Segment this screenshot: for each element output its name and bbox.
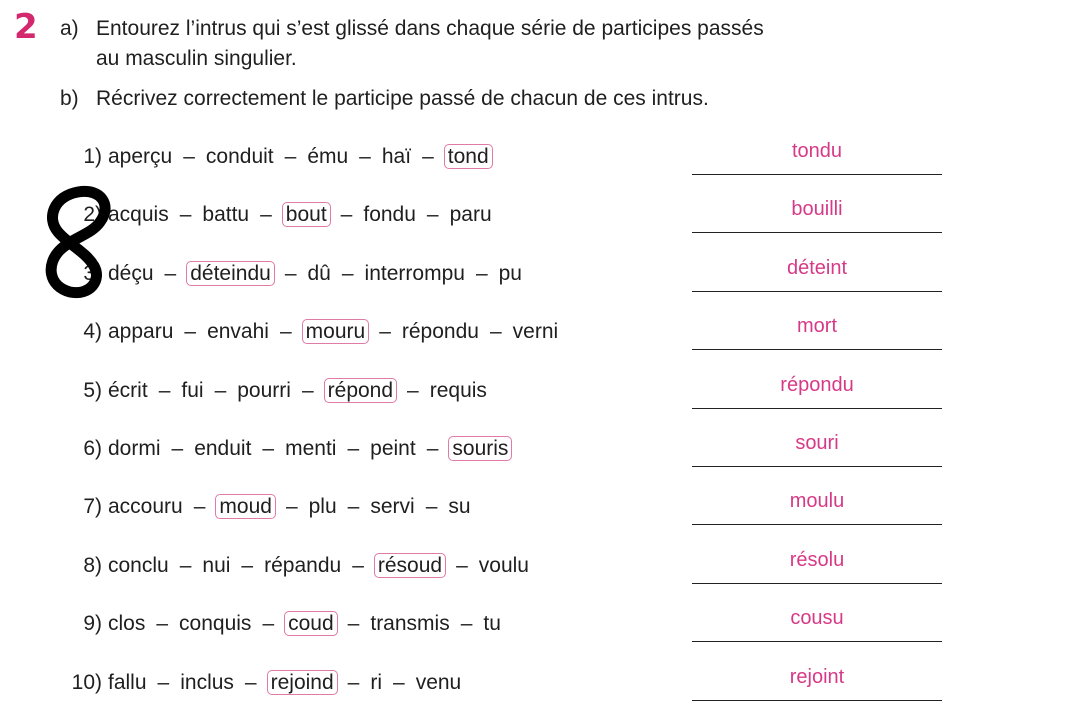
dash-separator: – [460,612,473,636]
dash-separator: – [156,612,169,636]
participle-word: conduit [205,145,274,168]
dash-separator: – [285,495,298,519]
dash-separator: – [284,261,297,285]
intrus-word-circled: déteindu [186,261,275,286]
handwritten-eight-mark [30,180,120,310]
dash-separator: – [489,320,502,344]
instruction-a-line1 [60,18,764,39]
intrus-word-circled: tond [444,144,493,169]
answer-underline [692,524,942,525]
answer-underline [692,408,942,409]
participle-series [108,379,487,403]
participle-word: apparu [108,320,174,344]
dash-separator: – [347,670,360,694]
participle-series [108,437,511,461]
participle-word: nui [202,553,231,577]
intrus-word-circled: coud [284,611,338,636]
corrected-participle: cousu [790,607,844,630]
corrected-participle: tondu [791,140,843,162]
participle-word: haï [381,145,412,168]
participle-word: verni [512,320,559,344]
participle-series [108,554,529,578]
participle-word: transmis [370,612,450,636]
participle-word: enduit [194,437,252,460]
intrus-word-circled: résoud [374,553,446,578]
participle-word: fui [181,378,204,402]
dash-separator: – [456,553,468,577]
participle-word: dormi [108,437,161,460]
exercise-item [0,664,1066,704]
instruction-text: au masculin singulier. [96,47,297,70]
participle-word: conquis [179,612,252,636]
instruction-letter: b) [60,87,79,110]
dash-separator: – [179,203,192,227]
participle-word: pourri [237,378,291,402]
participle-word: ri [370,670,383,694]
corrected-participle: mort [797,315,837,338]
participle-word: conclu [108,553,169,577]
participle-series [108,671,461,695]
corrected-participle: bouilli [791,198,843,221]
item-number: 10) [71,670,102,694]
participle-word: menti [285,437,337,460]
corrected-participle: répondu [780,373,854,396]
intrus-word-circled: bout [282,202,331,227]
participle-word: écrit [108,378,148,402]
participle-word: interrompu [364,261,465,285]
dash-separator: – [244,670,257,694]
item-number: 2) [83,203,102,227]
participle-word: requis [429,378,487,402]
participle-word: déçu [108,261,154,285]
item-number: 1) [83,145,102,168]
intrus-word-circled: moud [215,494,276,519]
dash-separator: – [164,261,177,285]
participle-word: battu [202,203,250,227]
item-number: 8) [83,553,102,577]
dash-separator: – [193,495,206,519]
dash-separator: – [284,145,297,168]
corrected-participle: souri [795,432,839,454]
participle-word: ému [307,145,349,168]
exercise-item [0,313,1066,353]
participle-word: clos [108,612,146,636]
corrected-participle: rejoint [789,665,845,688]
participle-series [108,203,492,227]
dash-separator: – [425,495,438,519]
dash-separator: – [475,261,488,285]
instruction-letter: a) [60,17,79,40]
exercise-item [0,605,1066,645]
instruction-text: Récrivez correctement le participe passé de chacun de ces intrus. [96,87,709,110]
participle-word: envahi [207,320,269,344]
exercise-item [0,372,1066,412]
dash-separator: – [301,378,314,402]
answer-underline [692,232,942,233]
dash-separator: – [347,495,360,519]
dash-separator: – [340,203,353,227]
instruction-b [60,88,709,109]
participle-word: voulu [478,553,529,577]
intrus-word-circled: mouru [302,319,370,344]
answer-underline [692,641,942,642]
dash-separator: – [179,553,192,577]
dash-separator: – [347,437,360,460]
dash-separator: – [347,612,360,636]
participle-word: fallu [108,670,147,694]
answer-underline [692,700,942,701]
participle-series [108,495,471,519]
item-number: 4) [83,320,102,344]
dash-separator: – [183,145,195,168]
dash-separator: – [262,612,275,636]
participle-word: plu [308,495,337,519]
exercise-item [0,196,1066,236]
dash-separator: – [184,320,197,344]
exercise-item [0,488,1066,528]
participle-word: aperçu [108,145,173,168]
participle-word: peint [370,437,416,460]
item-number: 6) [83,437,102,460]
dash-separator: – [422,145,434,168]
intrus-word-circled: souris [448,436,512,461]
participle-word: acquis [108,203,169,227]
item-number: 5) [83,378,102,402]
answer-underline [692,583,942,584]
item-number: 9) [83,612,102,636]
dash-separator: – [393,670,405,694]
participle-word: accouru [108,495,183,519]
participle-word: dû [307,261,331,285]
exercise-item [0,547,1066,587]
exercise-item [0,430,1066,470]
instruction-a-line2 [96,48,297,69]
answer-underline [692,291,942,292]
corrected-participle: déteint [786,256,848,279]
dash-separator: – [426,203,439,227]
dash-separator: – [407,378,419,402]
intrus-word-circled: répond [324,378,397,403]
corrected-participle: moulu [789,490,845,513]
participle-word: pu [498,261,522,285]
dash-separator: – [279,320,292,344]
dash-separator: – [359,145,371,168]
intrus-word-circled: rejoind [267,670,338,695]
participle-word: paru [449,203,492,227]
dash-separator: – [214,378,227,402]
exercise-number: 2 [14,7,38,47]
participle-word: servi [370,495,415,519]
participle-word: répondu [401,320,479,344]
dash-separator: – [171,437,184,460]
participle-series [108,612,501,636]
dash-separator: – [241,553,254,577]
participle-word: répandu [264,553,342,577]
participle-series [108,145,492,169]
item-number: 3) [83,261,102,285]
dash-separator: – [262,437,275,460]
dash-separator: – [157,670,170,694]
item-number: 7) [83,495,102,519]
dash-separator: – [341,261,354,285]
participle-word: venu [415,670,462,694]
dash-separator: – [379,320,391,344]
participle-series [108,262,522,286]
participle-word: fondu [363,203,416,227]
answer-underline [692,466,942,467]
participle-word: su [448,495,471,519]
corrected-participle: résolu [789,548,845,571]
participle-word: inclus [180,670,234,694]
dash-separator: – [352,553,364,577]
participle-word: tu [483,612,501,636]
participle-series [108,320,558,344]
dash-separator: – [158,378,171,402]
dash-separator: – [260,203,272,227]
exercise-item [0,255,1066,295]
exercise-item [0,138,1066,178]
answer-underline [692,174,942,175]
instruction-text: Entourez l’intrus qui s’est glissé dans chaque série de participes passés [96,17,764,40]
dash-separator: – [426,437,439,460]
answer-underline [692,349,942,350]
